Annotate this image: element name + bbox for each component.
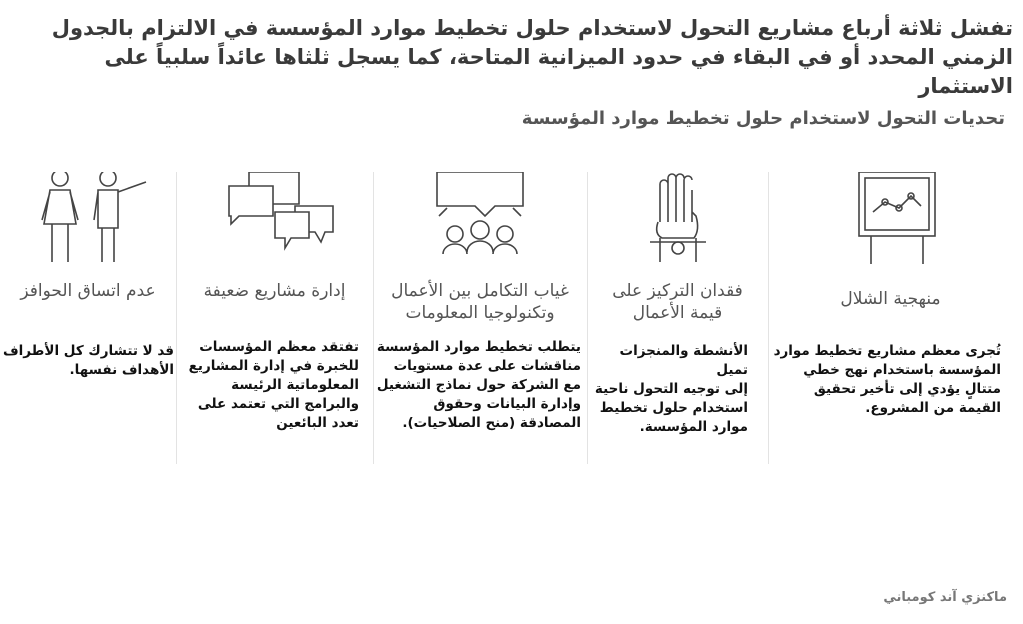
challenge-card-project-management [176,172,373,464]
card-title: عدم اتساق الحوافز [20,281,156,301]
divider [176,172,177,464]
card-title: إدارة مشاريع ضعيفة [203,281,346,301]
card-body: يتطلب تخطيط موارد المؤسسة مناقشات على عدة مستويات مع الشركة حول نماذج التشغيل وإدارة البيانات وحقوق المصادقة (منح الصلاحيات). [376,339,581,431]
section-subtitle: تحديات التحول لاستخدام حلول تخطيط موارد المؤسسة [521,108,1005,129]
card-title: غياب التكامل بين الأعمال وتكنولوجيا المعلومات [391,281,569,323]
speech-bubbles-icon [176,172,373,272]
people-icon [0,172,176,272]
challenge-card-integration [373,172,587,464]
headline: تفشل ثلاثة أرباع مشاريع التحول لاستخدام حلول تخطيط موارد المؤسسة في الالتزام بالجدول الزمني المحدد أو في البقاء في حدود الميزانية المتاحة، كما يسجل ثلثاها عائداً سلبياً على الاستثمار [51,16,1013,98]
card-body: الأنشطة والمنجزات تميل إلى توجيه التحول ناحية استخدام حلول تخطيط موارد المؤسسة. [594,343,748,435]
divider [587,172,588,464]
divider [768,172,769,464]
card-title: منهجية الشلال [840,289,941,309]
card-body: تفتقد معظم المؤسسات للخبرة في إدارة المشاريع المعلوماتية الرئيسة والبرامج التي تعتمد على تعدد البائعين [188,339,359,431]
group-discussion-icon [373,172,587,272]
challenge-card-incentives [0,172,176,464]
card-body: تُجرى معظم مشاريع تخطيط موارد المؤسسة باستخدام نهج خطي متتالٍ يؤدي إلى تأخير تحقيق القيمة من المشروع. [773,343,1001,416]
challenge-card-business-value [587,172,768,464]
chart-monitor-icon [768,172,1023,272]
challenge-card-waterfall [768,172,1023,464]
card-body: قد لا تتشارك كل الأطراف الأهداف نفسها. [2,343,174,378]
hand-watch-icon [587,172,768,272]
footer-source: ماكنزي آند كومباني [883,590,1007,605]
divider [373,172,374,464]
card-title: فقدان التركيز على قيمة الأعمال [612,281,743,323]
